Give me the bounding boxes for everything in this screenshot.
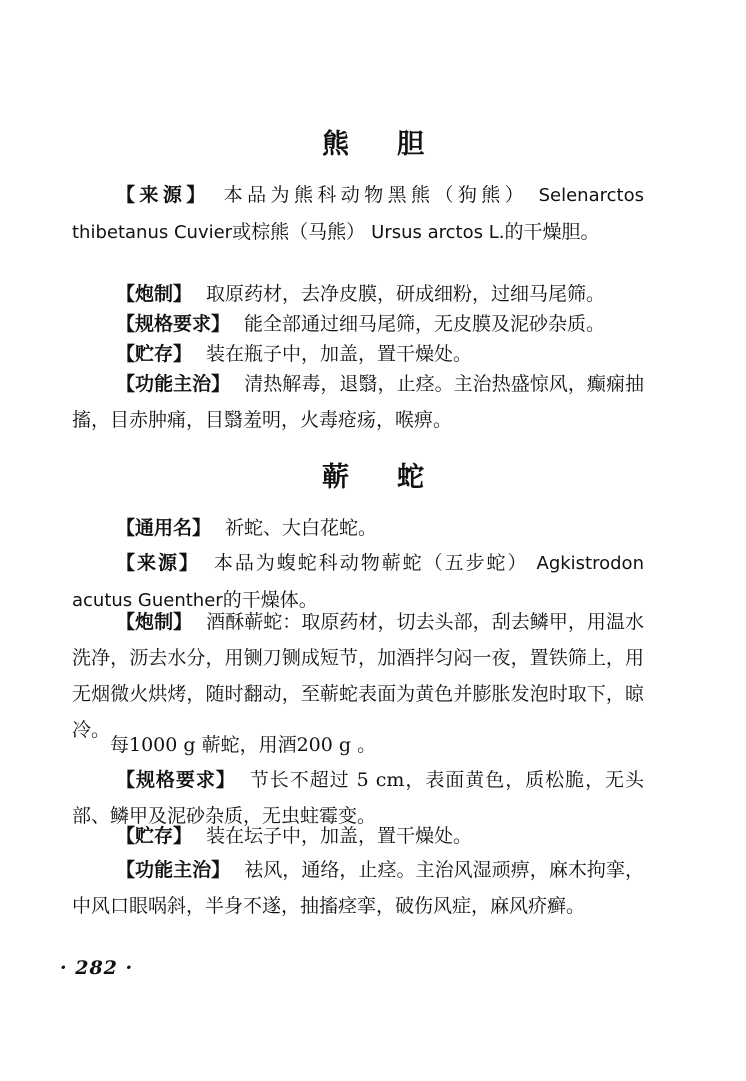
paragraph-text: 或棕熊（马熊） <box>232 221 366 243</box>
paragraph-text: 能全部通过细马尾筛，无皮膜及泥砂杂质。 <box>244 313 606 335</box>
paragraph-text: 祛风，通络，止痉。主治风湿顽痹，麻木拘挛，中风口眼㖞斜，半身不遂，抽搐痉挛，破伤风症，麻风疥癣。 <box>72 859 644 917</box>
paragraph-tag: 【功能主治】 <box>116 859 231 881</box>
paragraph-tag: 【规格要求】 <box>116 313 231 335</box>
paragraph-source <box>72 177 644 251</box>
latin-name: Selenarctos thibetanus Cuvier <box>72 185 644 243</box>
paragraph-text: 本品为蝮蛇科动物蕲蛇（五步蛇） <box>213 552 529 574</box>
paragraph-text: 祈蛇、大白花蛇。 <box>225 517 378 539</box>
paragraph-tag: 【功能主治】 <box>116 373 231 395</box>
paragraph-storage <box>72 818 644 854</box>
latin-name: Agkistrodon acutus Guenther <box>72 553 644 611</box>
paragraph-tag: 【来源】 <box>116 552 200 574</box>
paragraph-common-name <box>72 510 644 546</box>
paragraph-tag: 【贮存】 <box>116 825 193 847</box>
paragraph-text: 的干燥体。 <box>222 589 318 611</box>
paragraph-tag: 【规格要求】 <box>116 769 236 791</box>
paragraph-text: 取原药材，去净皮膜，研成细粉，过细马尾筛。 <box>206 283 606 305</box>
paragraph-tag: 【贮存】 <box>116 343 193 365</box>
paragraph-text: 的干燥胆。 <box>504 221 600 243</box>
paragraph-tag: 【通用名】 <box>116 517 212 539</box>
paragraph-indications <box>72 852 644 924</box>
paragraph-text: 酒酥蕲蛇：取原药材，切去头部，刮去鳞甲，用温水洗净，沥去水分，用铡刀铡成短节，加酒拌匀闷一夜，置铁筛上，用无烟微火烘烤，随时翻动，至蕲蛇表面为黄色并膨胀发泡时取下，晾冷。 <box>72 611 644 741</box>
paragraph-text: 本品为熊科动物黑熊（狗熊） <box>223 184 529 206</box>
latin-name: Ursus arctos L. <box>371 222 505 243</box>
paragraph-text: 装在瓶子中，加盖，置干燥处。 <box>206 343 473 365</box>
paragraph-indications <box>72 366 644 438</box>
paragraph-tag: 【炮制】 <box>116 611 193 633</box>
paragraph-text: 装在坛子中，加盖，置干燥处。 <box>206 825 473 847</box>
section-title-xiongdan: 熊胆 <box>322 129 472 160</box>
paragraph-tag: 【来源】 <box>116 184 210 206</box>
page-number: · 282 · <box>60 957 134 979</box>
paragraph-text: 清热解毒，退翳，止痉。主治热盛惊风，癫痫抽搐，目赤肿痛，目翳羞明，火毒疮疡，喉痹。 <box>72 373 644 431</box>
paragraph-tag: 【炮制】 <box>116 283 193 305</box>
paragraph-text: 节长不超过 5 cm，表面黄色，质松脆，无头部、鳞甲及泥砂杂质，无虫蛀霉变。 <box>72 769 644 827</box>
section-title-qishe: 蕲蛇 <box>322 462 472 493</box>
paragraph-dosage: 每1000 g 蕲蛇，用酒200 g 。 <box>110 734 377 756</box>
